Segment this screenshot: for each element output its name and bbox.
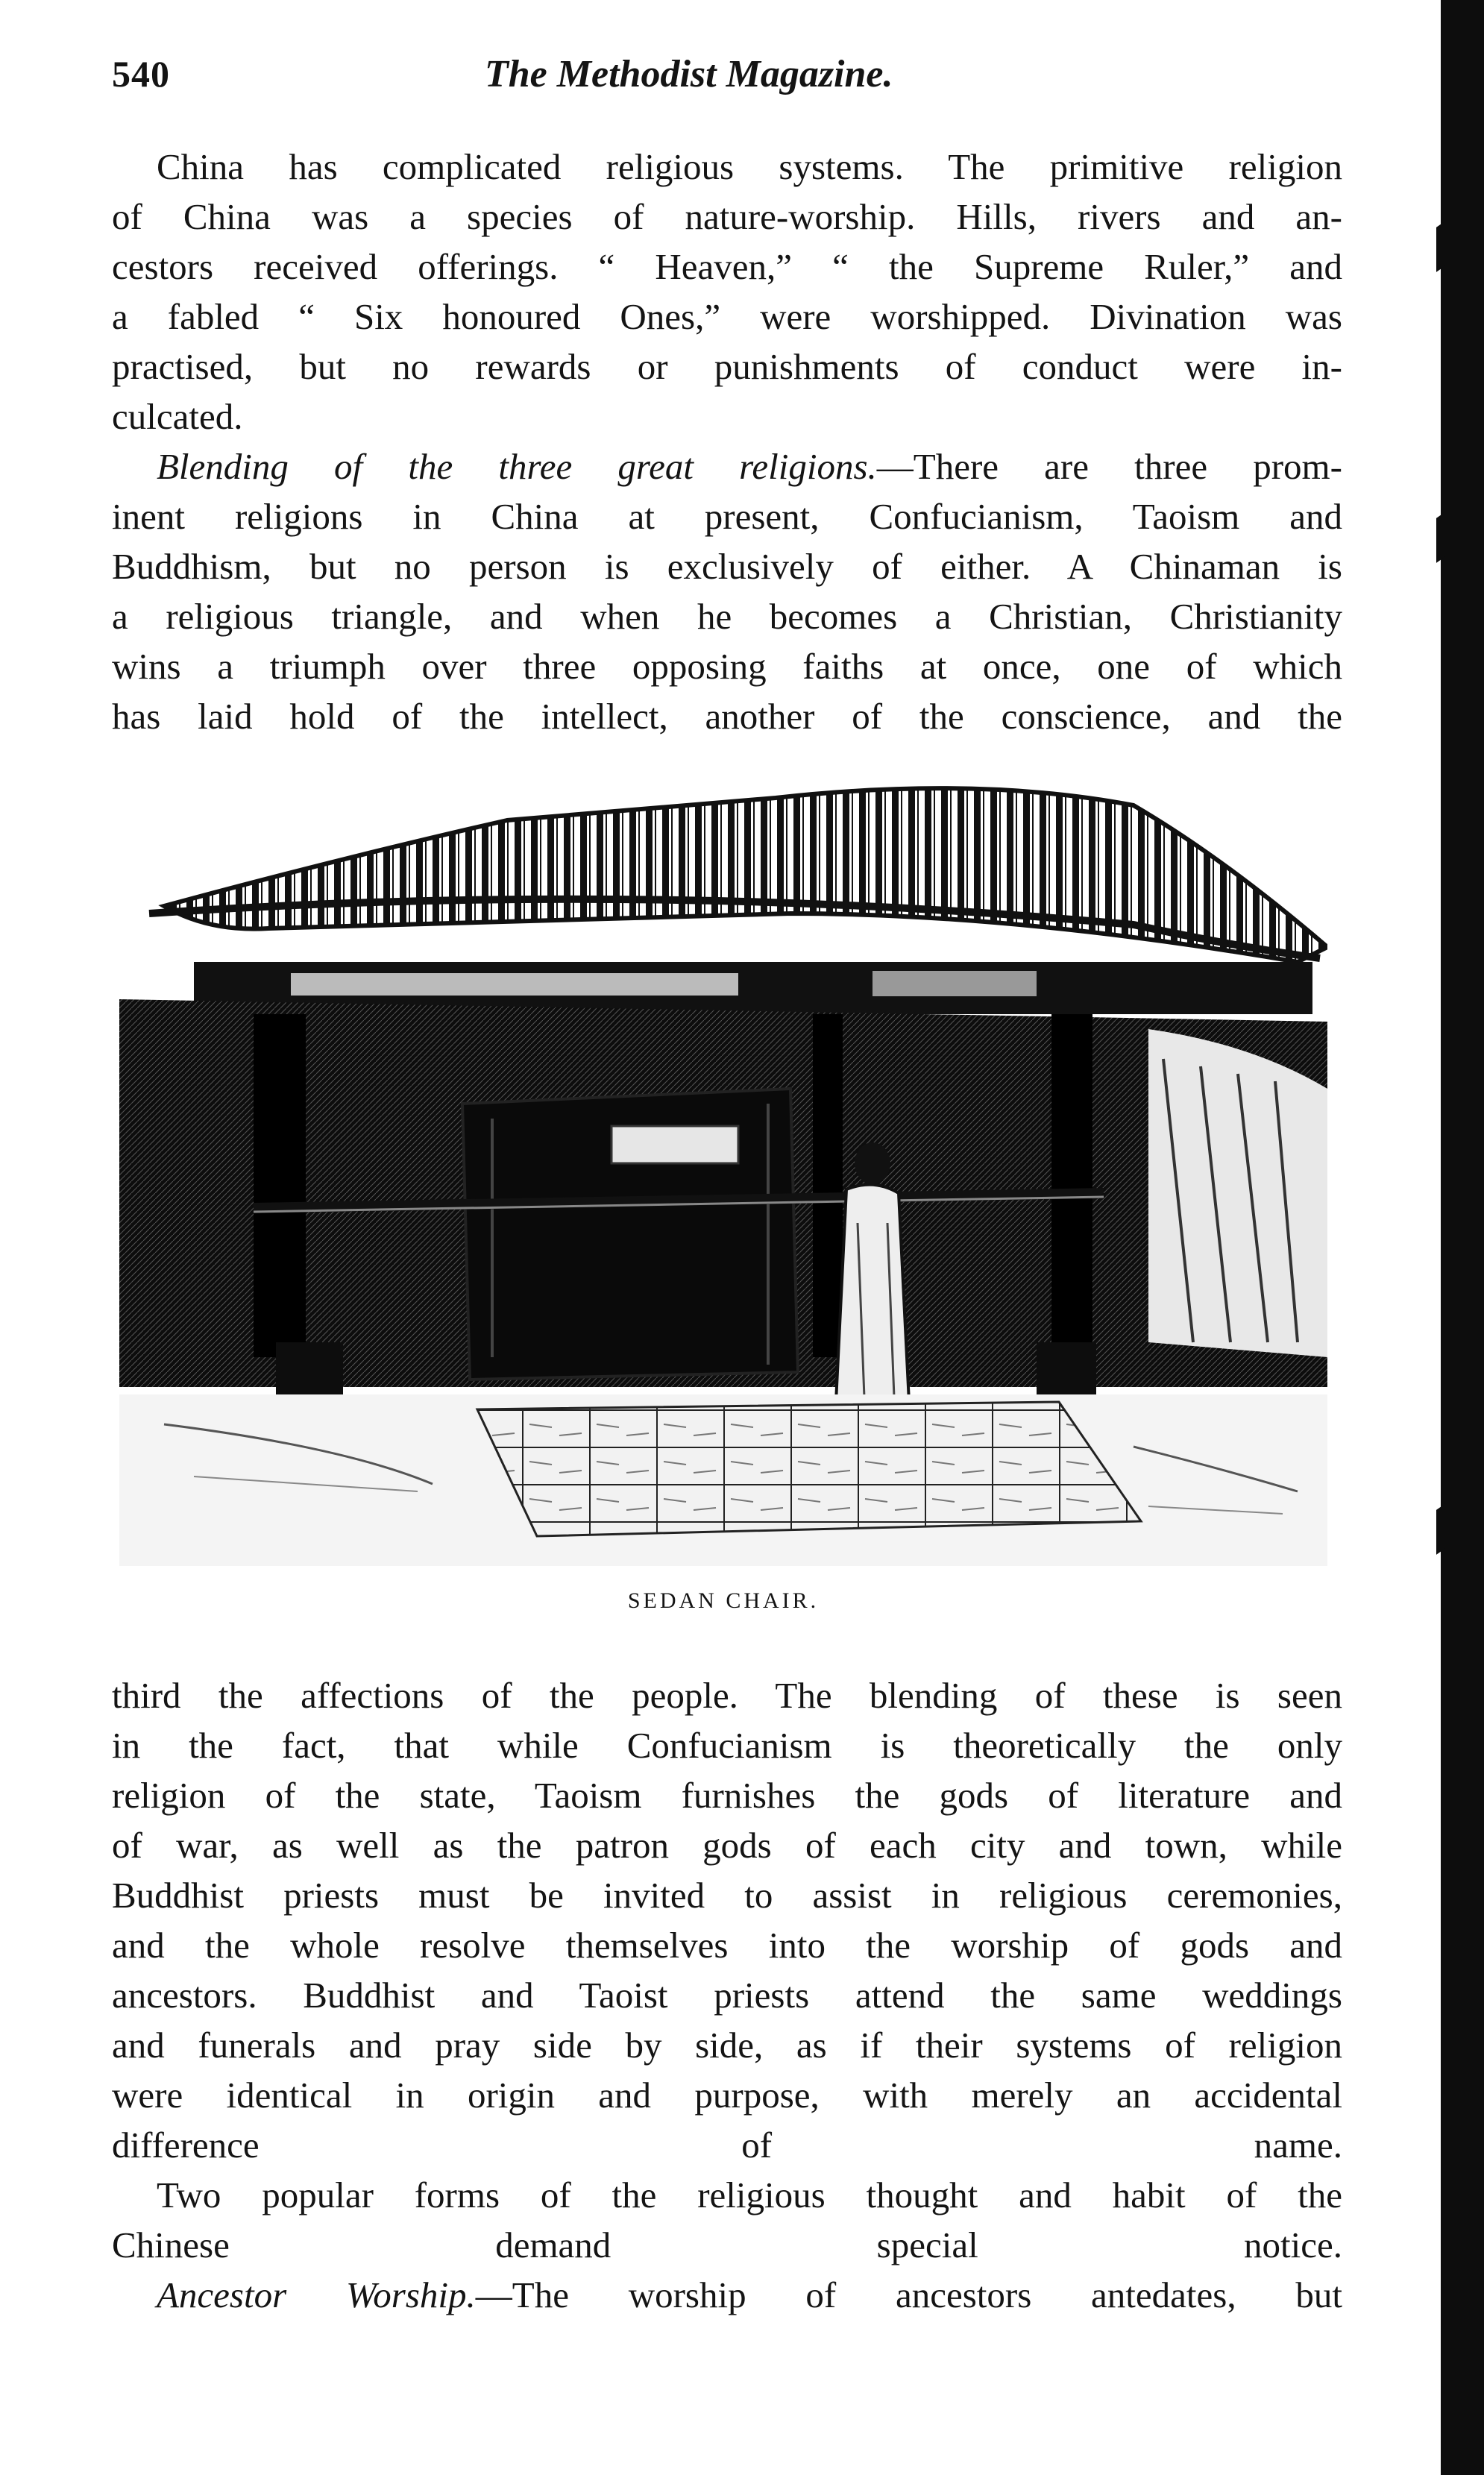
text-line: a religious triangle, and when he becomes a Christian, Christianity: [112, 596, 1342, 637]
paragraph-ancestor-worship: [112, 2270, 1342, 2320]
text-block-bottom: [112, 1670, 1342, 2320]
paragraph-popular-forms: [112, 2170, 1342, 2270]
text-line: practised, but no rewards or punishments of conduct were in-: [112, 346, 1342, 387]
text-block-top: [112, 142, 1342, 741]
sedan-chair-engraving: [119, 776, 1327, 1566]
text-line: religion of the state, Taoism furnishes the gods of literature and: [112, 1775, 1342, 1816]
text-line: has laid hold of the intellect, another of the conscience, and the: [112, 696, 1342, 737]
scan-border-notch: [1436, 511, 1447, 563]
paragraph-blending: [112, 441, 1342, 741]
figure-caption: SEDAN CHAIR.: [627, 1588, 820, 1613]
text-line: a fabled “ Six honoured Ones,” were worshipped. Divination was: [112, 296, 1342, 337]
section-heading-ancestor-worship: Ancestor Worship.: [157, 2274, 476, 2315]
text-line: difference of name.: [112, 2125, 1342, 2166]
text-line: —The worship of ancestors antedates, but: [475, 2274, 1342, 2315]
text-line: ancestors. Buddhist and Taoist priests attend the same weddings: [112, 1975, 1342, 2016]
text-line: of China was a species of nature-worship. Hills, rivers and an-: [112, 196, 1342, 237]
text-line: cestors received offerings. “ Heaven,” “ the Supreme Ruler,” and: [112, 246, 1342, 287]
section-heading-blending: Blending of the three great religions.: [157, 446, 877, 487]
text-line: third the affections of the people. The blending of these is seen: [112, 1675, 1342, 1716]
text-line: inent religions in China at present, Confucianism, Taoism and: [112, 496, 1342, 537]
text-line: in the fact, that while Confucianism is theoretically the only: [112, 1725, 1342, 1766]
page-number: 540: [112, 53, 170, 95]
text-line: and funerals and pray side by side, as if their systems of religion: [112, 2025, 1342, 2066]
text-line: Two popular forms of the religious thought and habit of the: [157, 2174, 1342, 2215]
figure-sedan-chair: [119, 776, 1327, 1641]
text-line: China has complicated religious systems. The primitive religion: [157, 146, 1342, 187]
text-line: of war, as well as the patron gods of each city and town, while: [112, 1825, 1342, 1866]
text-line: Chinese demand special notice.: [112, 2224, 1342, 2265]
running-head: [112, 52, 1342, 119]
scan-border-notch: [1436, 220, 1447, 272]
scan-border: [1441, 0, 1484, 2475]
text-line: —There are three prom-: [876, 446, 1342, 487]
text-line: culcated.: [112, 396, 243, 437]
text-line: wins a triumph over three opposing faiths at once, one of which: [112, 646, 1342, 687]
magazine-title: The Methodist Magazine.: [485, 53, 893, 95]
text-line: and the whole resolve themselves into the worship of gods and: [112, 1925, 1342, 1966]
text-line: were identical in origin and purpose, with merely an accidental: [112, 2075, 1342, 2116]
paragraph-affections: [112, 1670, 1342, 2170]
text-line: Buddhism, but no person is exclusively of either. A Chinaman is: [112, 546, 1342, 587]
paragraph-religious-systems: [112, 142, 1342, 441]
scan-border-notch: [1436, 1503, 1447, 1555]
text-line: Buddhist priests must be invited to assist in religious ceremonies,: [112, 1875, 1342, 1916]
